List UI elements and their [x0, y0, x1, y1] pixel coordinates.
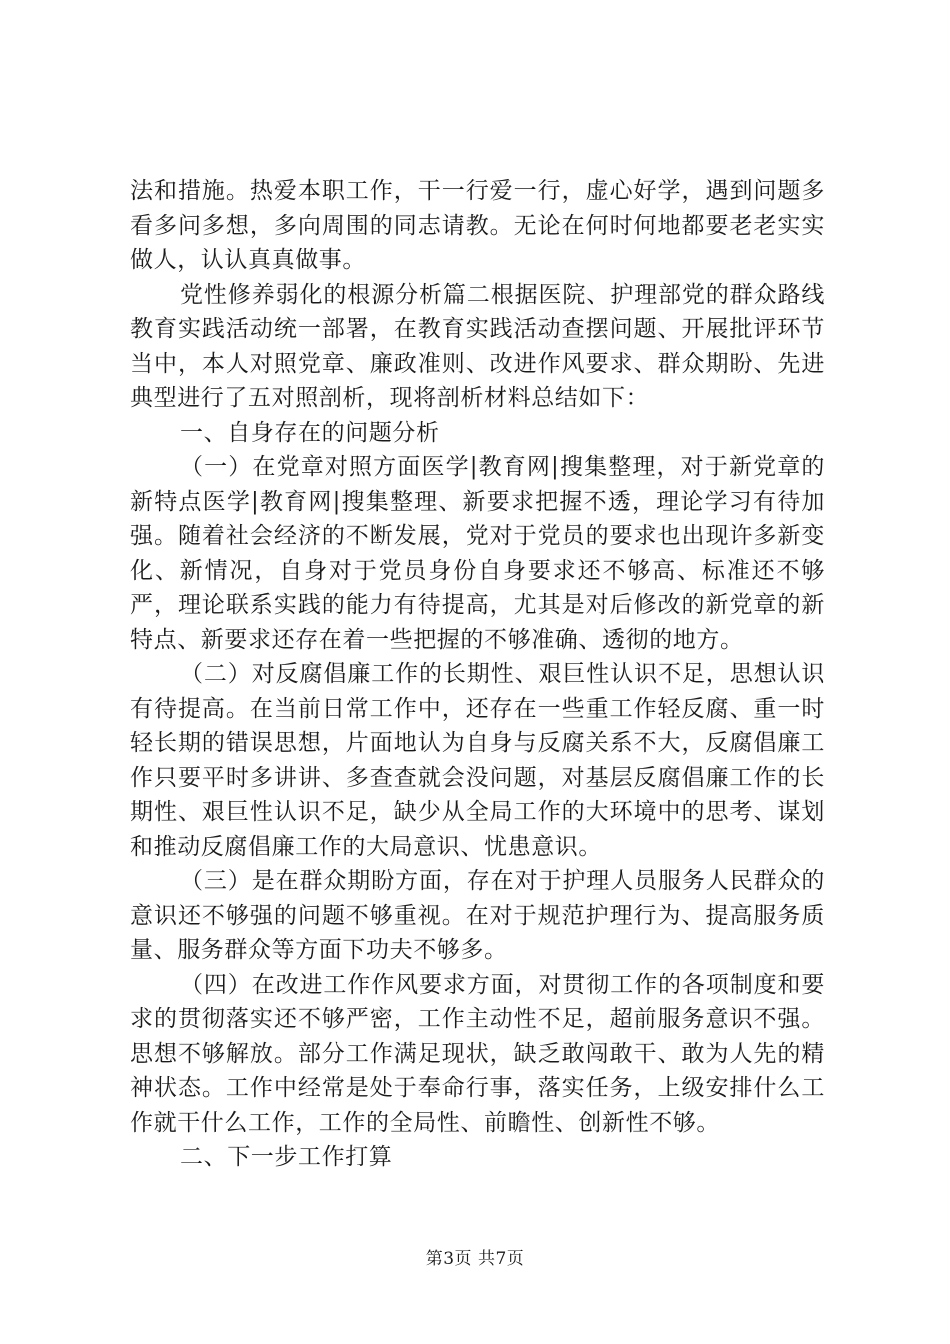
- subsection-work-style: （四）在改进工作作风要求方面，对贯彻工作的各项制度和要求的贯彻落实还不够严密，工作主动性不足，超前服务意识不强。思想不够解放。部分工作满足现状，缺乏敢闯敢干、敢为人先的精神状态。工作中经常是处于奉命行事，落实任务，上级安排什么工作就干什么工作，工作的全局性、前瞻性、创新性不够。: [130, 971, 825, 1136]
- page-number-footer: 第3页 共7页: [425, 1249, 525, 1269]
- subsection-anti-corruption: （二）对反腐倡廉工作的长期性、艰巨性认识不足，思想认识有待提高。在当前日常工作中，还存在一些重工作轻反腐、重一时轻长期的错误思想，片面地认为自身与反腐关系不大，反腐倡廉工作只要平时多讲讲、多查查就会没问题，对基层反腐倡廉工作的长期性、艰巨性认识不足，缺少从全局工作的大环境中的思考、谋划和推动反腐倡廉工作的大局意识、忧患意识。: [130, 661, 825, 860]
- document-body: [130, 174, 825, 1175]
- paragraph-continuation: 法和措施。热爱本职工作，干一行爱一行，虚心好学，遇到问题多看多问多想，多向周围的同志请教。无论在何时何地都要老老实实做人，认认真真做事。: [130, 178, 825, 273]
- paragraph-intro: 党性修养弱化的根源分析篇二根据医院、护理部党的群众路线教育实践活动统一部署，在教育实践活动查摆问题、开展批评环节当中，本人对照党章、廉政准则、改进作风要求、群众期盼、先进典型进行了五对照剖析，现将剖析材料总结如下：: [130, 281, 825, 411]
- section-heading-next-steps: 二、下一步工作打算: [180, 1144, 393, 1170]
- subsection-party-constitution: （一）在党章对照方面医学|教育网|搜集整理，对于新党章的新特点医学|教育网|搜集整理、新要求把握不透，理论学习有待加强。随着社会经济的不断发展，党对于党员的要求也出现许多新变化、新情况，自身对于党员身份自身要求还不够高、标准还不够严，理论联系实践的能力有待提高，尤其是对后修改的新党章的新特点、新要求还存在着一些把握的不够准确、透彻的地方。: [130, 454, 825, 653]
- subsection-public-expectations: （三）是在群众期盼方面，存在对于护理人员服务人民群众的意识还不够强的问题不够重视。在对于规范护理行为、提高服务质量、服务群众等方面下功夫不够多。: [130, 868, 825, 963]
- section-heading-problems: 一、自身存在的问题分析: [180, 419, 440, 446]
